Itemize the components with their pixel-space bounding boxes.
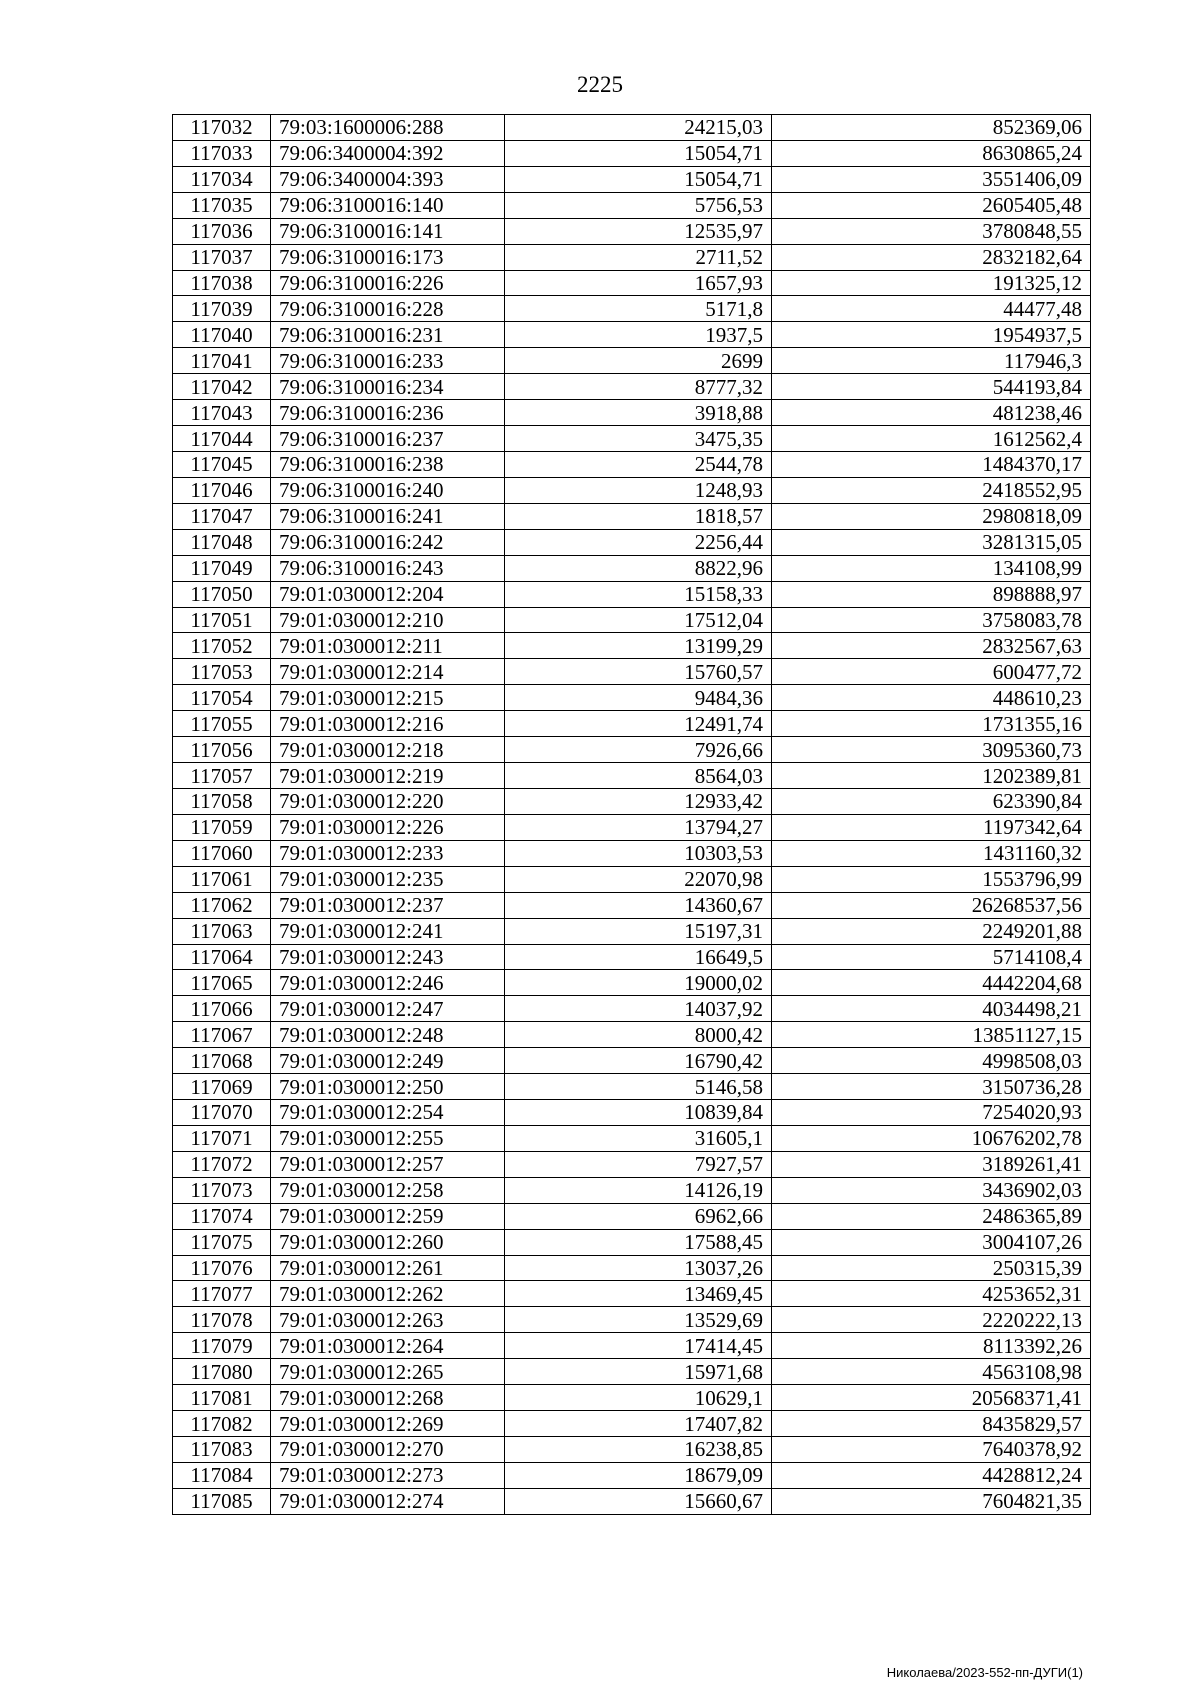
row-number-cell: 117084 [173, 1462, 271, 1488]
area-value-cell: 22070,98 [505, 866, 772, 892]
area-value-cell: 17588,45 [505, 1229, 772, 1255]
row-number-cell: 117071 [173, 1125, 271, 1151]
row-number-cell: 117049 [173, 555, 271, 581]
cost-value-cell: 26268537,56 [772, 892, 1091, 918]
cadastral-number-cell: 79:01:0300012:270 [271, 1437, 505, 1463]
row-number-cell: 117033 [173, 140, 271, 166]
cost-value-cell: 8630865,24 [772, 140, 1091, 166]
cost-value-cell: 1553796,99 [772, 866, 1091, 892]
area-value-cell: 15054,71 [505, 166, 772, 192]
table-row [173, 607, 1091, 633]
cost-value-cell: 4563108,98 [772, 1359, 1091, 1385]
cost-value-cell: 7254020,93 [772, 1100, 1091, 1126]
table-row [173, 970, 1091, 996]
row-number-cell: 117068 [173, 1048, 271, 1074]
area-value-cell: 13469,45 [505, 1281, 772, 1307]
table-row [173, 1333, 1091, 1359]
cadastral-number-cell: 79:01:0300012:204 [271, 581, 505, 607]
table-row [173, 711, 1091, 737]
cost-value-cell: 3551406,09 [772, 166, 1091, 192]
cadastral-number-cell: 79:01:0300012:250 [271, 1074, 505, 1100]
cadastral-number-cell: 79:01:0300012:273 [271, 1462, 505, 1488]
cadastral-number-cell: 79:01:0300012:255 [271, 1125, 505, 1151]
cost-value-cell: 852369,06 [772, 115, 1091, 141]
row-number-cell: 117066 [173, 996, 271, 1022]
row-number-cell: 117041 [173, 348, 271, 374]
cadastral-number-cell: 79:01:0300012:248 [271, 1022, 505, 1048]
cadastral-number-cell: 79:01:0300012:264 [271, 1333, 505, 1359]
area-value-cell: 17414,45 [505, 1333, 772, 1359]
table-row [173, 1255, 1091, 1281]
row-number-cell: 117064 [173, 944, 271, 970]
cost-value-cell: 1431160,32 [772, 840, 1091, 866]
cost-value-cell: 5714108,4 [772, 944, 1091, 970]
cost-value-cell: 8435829,57 [772, 1411, 1091, 1437]
row-number-cell: 117079 [173, 1333, 271, 1359]
cadastral-number-cell: 79:01:0300012:247 [271, 996, 505, 1022]
row-number-cell: 117076 [173, 1255, 271, 1281]
cadastral-number-cell: 79:01:0300012:259 [271, 1203, 505, 1229]
cost-value-cell: 2832567,63 [772, 633, 1091, 659]
table-row [173, 918, 1091, 944]
cost-value-cell: 2486365,89 [772, 1203, 1091, 1229]
area-value-cell: 24215,03 [505, 115, 772, 141]
row-number-cell: 117032 [173, 115, 271, 141]
table-row [173, 477, 1091, 503]
cost-value-cell: 448610,23 [772, 685, 1091, 711]
cadastral-number-cell: 79:01:0300012:219 [271, 763, 505, 789]
area-value-cell: 17407,82 [505, 1411, 772, 1437]
table-row [173, 1307, 1091, 1333]
row-number-cell: 117078 [173, 1307, 271, 1333]
cost-value-cell: 7640378,92 [772, 1437, 1091, 1463]
cost-value-cell: 20568371,41 [772, 1385, 1091, 1411]
table-row [173, 788, 1091, 814]
cost-value-cell: 134108,99 [772, 555, 1091, 581]
row-number-cell: 117051 [173, 607, 271, 633]
cadastral-number-cell: 79:01:0300012:254 [271, 1100, 505, 1126]
row-number-cell: 117082 [173, 1411, 271, 1437]
area-value-cell: 2699 [505, 348, 772, 374]
table-row [173, 400, 1091, 426]
table-row [173, 840, 1091, 866]
cadastral-number-cell: 79:01:0300012:237 [271, 892, 505, 918]
cadastral-number-cell: 79:01:0300012:246 [271, 970, 505, 996]
row-number-cell: 117058 [173, 788, 271, 814]
table-row [173, 996, 1091, 1022]
row-number-cell: 117036 [173, 218, 271, 244]
row-number-cell: 117045 [173, 451, 271, 477]
table-row [173, 892, 1091, 918]
cadastral-number-cell: 79:06:3100016:240 [271, 477, 505, 503]
cost-value-cell: 623390,84 [772, 788, 1091, 814]
area-value-cell: 15971,68 [505, 1359, 772, 1385]
cadastral-number-cell: 79:06:3100016:231 [271, 322, 505, 348]
cost-value-cell: 4998508,03 [772, 1048, 1091, 1074]
area-value-cell: 15660,67 [505, 1488, 772, 1514]
table-row [173, 1100, 1091, 1126]
row-number-cell: 117073 [173, 1177, 271, 1203]
table-row [173, 581, 1091, 607]
cadastral-number-cell: 79:01:0300012:216 [271, 711, 505, 737]
row-number-cell: 117044 [173, 426, 271, 452]
area-value-cell: 3475,35 [505, 426, 772, 452]
row-number-cell: 117034 [173, 166, 271, 192]
table-row [173, 244, 1091, 270]
row-number-cell: 117081 [173, 1385, 271, 1411]
cost-value-cell: 117946,3 [772, 348, 1091, 374]
row-number-cell: 117085 [173, 1488, 271, 1514]
cadastral-number-cell: 79:01:0300012:233 [271, 840, 505, 866]
cadastral-number-cell: 79:01:0300012:268 [271, 1385, 505, 1411]
cost-value-cell: 3004107,26 [772, 1229, 1091, 1255]
table-row [173, 659, 1091, 685]
area-value-cell: 8564,03 [505, 763, 772, 789]
row-number-cell: 117052 [173, 633, 271, 659]
row-number-cell: 117063 [173, 918, 271, 944]
row-number-cell: 117055 [173, 711, 271, 737]
area-value-cell: 1657,93 [505, 270, 772, 296]
table-row [173, 503, 1091, 529]
cadastral-number-cell: 79:01:0300012:265 [271, 1359, 505, 1385]
cost-value-cell: 1197342,64 [772, 814, 1091, 840]
area-value-cell: 7926,66 [505, 737, 772, 763]
cost-value-cell: 3095360,73 [772, 737, 1091, 763]
table-row [173, 1281, 1091, 1307]
cost-value-cell: 2418552,95 [772, 477, 1091, 503]
cost-value-cell: 4442204,68 [772, 970, 1091, 996]
area-value-cell: 13037,26 [505, 1255, 772, 1281]
cadastral-number-cell: 79:01:0300012:243 [271, 944, 505, 970]
area-value-cell: 13794,27 [505, 814, 772, 840]
cost-value-cell: 2249201,88 [772, 918, 1091, 944]
table-row [173, 426, 1091, 452]
cadastral-number-cell: 79:01:0300012:226 [271, 814, 505, 840]
row-number-cell: 117043 [173, 400, 271, 426]
table-body [173, 115, 1091, 1515]
row-number-cell: 117067 [173, 1022, 271, 1048]
cadastral-number-cell: 79:01:0300012:215 [271, 685, 505, 711]
table-row [173, 633, 1091, 659]
row-number-cell: 117053 [173, 659, 271, 685]
row-number-cell: 117047 [173, 503, 271, 529]
cost-value-cell: 3150736,28 [772, 1074, 1091, 1100]
cost-value-cell: 600477,72 [772, 659, 1091, 685]
cadastral-number-cell: 79:06:3100016:236 [271, 400, 505, 426]
row-number-cell: 117062 [173, 892, 271, 918]
area-value-cell: 2544,78 [505, 451, 772, 477]
table-row [173, 296, 1091, 322]
row-number-cell: 117040 [173, 322, 271, 348]
cost-value-cell: 13851127,15 [772, 1022, 1091, 1048]
table-row [173, 322, 1091, 348]
cost-value-cell: 191325,12 [772, 270, 1091, 296]
row-number-cell: 117046 [173, 477, 271, 503]
area-value-cell: 15197,31 [505, 918, 772, 944]
row-number-cell: 117080 [173, 1359, 271, 1385]
row-number-cell: 117061 [173, 866, 271, 892]
cadastral-number-cell: 79:01:0300012:210 [271, 607, 505, 633]
cadastral-number-cell: 79:03:1600006:288 [271, 115, 505, 141]
cadastral-number-cell: 79:01:0300012:258 [271, 1177, 505, 1203]
area-value-cell: 31605,1 [505, 1125, 772, 1151]
area-value-cell: 10629,1 [505, 1385, 772, 1411]
cost-value-cell: 44477,48 [772, 296, 1091, 322]
table-row [173, 1022, 1091, 1048]
cost-value-cell: 898888,97 [772, 581, 1091, 607]
cadastral-number-cell: 79:01:0300012:235 [271, 866, 505, 892]
area-value-cell: 16649,5 [505, 944, 772, 970]
row-number-cell: 117070 [173, 1100, 271, 1126]
cadastral-number-cell: 79:06:3100016:238 [271, 451, 505, 477]
table-row [173, 1074, 1091, 1100]
row-number-cell: 117083 [173, 1437, 271, 1463]
row-number-cell: 117037 [173, 244, 271, 270]
cost-value-cell: 7604821,35 [772, 1488, 1091, 1514]
area-value-cell: 3918,88 [505, 400, 772, 426]
area-value-cell: 15760,57 [505, 659, 772, 685]
cadastral-number-cell: 79:01:0300012:262 [271, 1281, 505, 1307]
row-number-cell: 117048 [173, 529, 271, 555]
cadastral-number-cell: 79:06:3100016:228 [271, 296, 505, 322]
table-row [173, 192, 1091, 218]
cadastral-number-cell: 79:01:0300012:241 [271, 918, 505, 944]
cadastral-number-cell: 79:01:0300012:261 [271, 1255, 505, 1281]
cadastral-number-cell: 79:01:0300012:214 [271, 659, 505, 685]
cadastral-number-cell: 79:06:3100016:226 [271, 270, 505, 296]
cost-value-cell: 4428812,24 [772, 1462, 1091, 1488]
table-row [173, 1411, 1091, 1437]
area-value-cell: 10303,53 [505, 840, 772, 866]
cost-value-cell: 2832182,64 [772, 244, 1091, 270]
row-number-cell: 117065 [173, 970, 271, 996]
row-number-cell: 117077 [173, 1281, 271, 1307]
cadastral-number-cell: 79:06:3400004:392 [271, 140, 505, 166]
cost-value-cell: 1202389,81 [772, 763, 1091, 789]
cadastral-number-cell: 79:01:0300012:211 [271, 633, 505, 659]
page-number: 2225 [577, 72, 623, 97]
table-row [173, 1462, 1091, 1488]
area-value-cell: 12491,74 [505, 711, 772, 737]
table-row [173, 1385, 1091, 1411]
cadastral-number-cell: 79:06:3400004:393 [271, 166, 505, 192]
table-row [173, 218, 1091, 244]
area-value-cell: 8777,32 [505, 374, 772, 400]
area-value-cell: 13529,69 [505, 1307, 772, 1333]
area-value-cell: 1248,93 [505, 477, 772, 503]
area-value-cell: 12535,97 [505, 218, 772, 244]
area-value-cell: 9484,36 [505, 685, 772, 711]
table-row [173, 814, 1091, 840]
table-row [173, 1437, 1091, 1463]
area-value-cell: 8822,96 [505, 555, 772, 581]
cadastral-number-cell: 79:01:0300012:260 [271, 1229, 505, 1255]
row-number-cell: 117069 [173, 1074, 271, 1100]
area-value-cell: 10839,84 [505, 1100, 772, 1126]
table-row [173, 763, 1091, 789]
cost-value-cell: 1484370,17 [772, 451, 1091, 477]
cadastral-number-cell: 79:01:0300012:220 [271, 788, 505, 814]
cost-value-cell: 1954937,5 [772, 322, 1091, 348]
area-value-cell: 18679,09 [505, 1462, 772, 1488]
cost-value-cell: 1612562,4 [772, 426, 1091, 452]
row-number-cell: 117050 [173, 581, 271, 607]
table-row [173, 374, 1091, 400]
table-row [173, 1177, 1091, 1203]
table-row [173, 1125, 1091, 1151]
cadastral-number-cell: 79:06:3100016:241 [271, 503, 505, 529]
row-number-cell: 117075 [173, 1229, 271, 1255]
area-value-cell: 5171,8 [505, 296, 772, 322]
cadastral-number-cell: 79:01:0300012:218 [271, 737, 505, 763]
area-value-cell: 16790,42 [505, 1048, 772, 1074]
area-value-cell: 8000,42 [505, 1022, 772, 1048]
area-value-cell: 1937,5 [505, 322, 772, 348]
area-value-cell: 7927,57 [505, 1151, 772, 1177]
area-value-cell: 5756,53 [505, 192, 772, 218]
area-value-cell: 6962,66 [505, 1203, 772, 1229]
table-row [173, 944, 1091, 970]
cadastral-number-cell: 79:01:0300012:257 [271, 1151, 505, 1177]
table-row [173, 140, 1091, 166]
cadastral-number-cell: 79:06:3100016:243 [271, 555, 505, 581]
table-row [173, 529, 1091, 555]
row-number-cell: 117038 [173, 270, 271, 296]
area-value-cell: 17512,04 [505, 607, 772, 633]
row-number-cell: 117074 [173, 1203, 271, 1229]
cost-value-cell: 2605405,48 [772, 192, 1091, 218]
row-number-cell: 117059 [173, 814, 271, 840]
row-number-cell: 117054 [173, 685, 271, 711]
row-number-cell: 117035 [173, 192, 271, 218]
document-footer-reference: Николаева/2023-552-пп-ДУГИ(1) [886, 1665, 1083, 1680]
table-row [173, 685, 1091, 711]
area-value-cell: 2256,44 [505, 529, 772, 555]
cost-value-cell: 3189261,41 [772, 1151, 1091, 1177]
table-row [173, 1229, 1091, 1255]
cadastral-number-cell: 79:06:3100016:140 [271, 192, 505, 218]
table-row [173, 1359, 1091, 1385]
table-row [173, 270, 1091, 296]
row-number-cell: 117056 [173, 737, 271, 763]
area-value-cell: 2711,52 [505, 244, 772, 270]
table-row [173, 1203, 1091, 1229]
row-number-cell: 117057 [173, 763, 271, 789]
table-row [173, 866, 1091, 892]
cadastral-number-cell: 79:06:3100016:233 [271, 348, 505, 374]
area-value-cell: 14360,67 [505, 892, 772, 918]
area-value-cell: 19000,02 [505, 970, 772, 996]
cost-value-cell: 1731355,16 [772, 711, 1091, 737]
cost-value-cell: 8113392,26 [772, 1333, 1091, 1359]
area-value-cell: 12933,42 [505, 788, 772, 814]
row-number-cell: 117060 [173, 840, 271, 866]
area-value-cell: 16238,85 [505, 1437, 772, 1463]
area-value-cell: 15054,71 [505, 140, 772, 166]
cost-value-cell: 481238,46 [772, 400, 1091, 426]
cost-value-cell: 3436902,03 [772, 1177, 1091, 1203]
cadastral-number-cell: 79:01:0300012:269 [271, 1411, 505, 1437]
cadastral-number-cell: 79:06:3100016:242 [271, 529, 505, 555]
cost-value-cell: 544193,84 [772, 374, 1091, 400]
cost-value-cell: 3780848,55 [772, 218, 1091, 244]
cadastral-number-cell: 79:01:0300012:263 [271, 1307, 505, 1333]
cadastral-number-cell: 79:06:3100016:237 [271, 426, 505, 452]
cost-value-cell: 2220222,13 [772, 1307, 1091, 1333]
cadastral-number-cell: 79:06:3100016:141 [271, 218, 505, 244]
table-row [173, 737, 1091, 763]
row-number-cell: 117072 [173, 1151, 271, 1177]
table-row [173, 555, 1091, 581]
cadastral-number-cell: 79:06:3100016:234 [271, 374, 505, 400]
cost-value-cell: 3281315,05 [772, 529, 1091, 555]
data-table [172, 114, 1091, 1515]
table-row [173, 1488, 1091, 1514]
table-row [173, 348, 1091, 374]
cost-value-cell: 250315,39 [772, 1255, 1091, 1281]
cost-value-cell: 3758083,78 [772, 607, 1091, 633]
table-row [173, 1151, 1091, 1177]
area-value-cell: 5146,58 [505, 1074, 772, 1100]
cadastral-number-cell: 79:01:0300012:274 [271, 1488, 505, 1514]
area-value-cell: 13199,29 [505, 633, 772, 659]
row-number-cell: 117039 [173, 296, 271, 322]
area-value-cell: 14126,19 [505, 1177, 772, 1203]
row-number-cell: 117042 [173, 374, 271, 400]
cadastral-number-cell: 79:01:0300012:249 [271, 1048, 505, 1074]
cost-value-cell: 4034498,21 [772, 996, 1091, 1022]
cost-value-cell: 10676202,78 [772, 1125, 1091, 1151]
area-value-cell: 15158,33 [505, 581, 772, 607]
cadastral-number-cell: 79:06:3100016:173 [271, 244, 505, 270]
area-value-cell: 1818,57 [505, 503, 772, 529]
cost-value-cell: 2980818,09 [772, 503, 1091, 529]
table-row [173, 166, 1091, 192]
table-row [173, 1048, 1091, 1074]
data-table-container [172, 114, 1091, 1515]
area-value-cell: 14037,92 [505, 996, 772, 1022]
table-row [173, 451, 1091, 477]
cost-value-cell: 4253652,31 [772, 1281, 1091, 1307]
table-row [173, 115, 1091, 141]
